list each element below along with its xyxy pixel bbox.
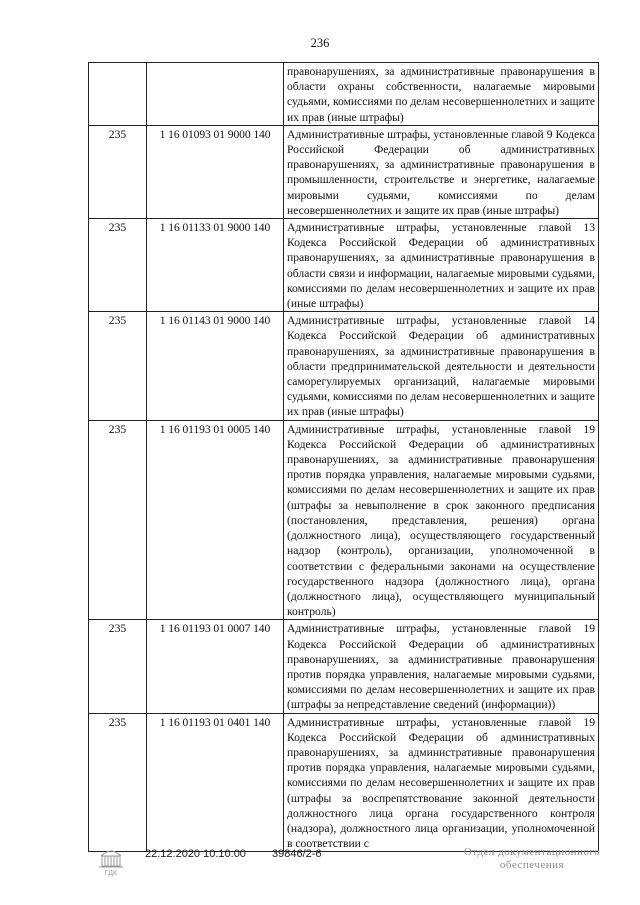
- duma-emblem-icon: [93, 842, 129, 878]
- budget-code-cell: [147, 63, 284, 126]
- page-number: 236: [310, 36, 330, 50]
- budget-code-cell: 1 16 01093 01 9000 140: [147, 125, 284, 218]
- budget-code-cell: 1 16 01193 01 0401 140: [147, 713, 284, 852]
- footer-datetime: 22.12.2020 10:10:00: [145, 848, 246, 860]
- description-cell: Административные штрафы, установленные главой 14 Кодекса Российской Федерации об административных правонарушениях, за административные правонарушения в области предпринимательской деятельности и деятельности саморегулируемых организаций, налагаемые мировыми судьями, комиссиями по делам несовершеннолетних и защите их прав (иные штрафы): [284, 312, 599, 420]
- row-number-cell: 235: [89, 620, 147, 713]
- stamp-line-1: Отдел документационного: [463, 846, 601, 858]
- row-number-cell: 235: [89, 219, 147, 312]
- department-stamp: [452, 846, 612, 872]
- row-number-cell: 235: [89, 713, 147, 852]
- budget-code-cell: 1 16 01133 01 9000 140: [147, 219, 284, 312]
- description-cell: Административные штрафы, установленные главой 19 Кодекса Российской Федерации об административных правонарушениях, за административные правонарушения против порядка управления, налагаемые мировыми судьями, комиссиями по делам несовершеннолетних и защите их прав (штрафы за воспрепятствование законной деятельности должностного лица органа государственного контроля (надзора), должностного лица организации, уполномоченной в соответствии с: [284, 713, 599, 852]
- description-cell: правонарушениях, за административные правонарушения в области охраны собственности, налагаемые мировыми судьями, комиссиями по делам несовершеннолетних и защите их прав (иные штрафы): [284, 63, 599, 126]
- table-row: [89, 219, 599, 312]
- table-row: [89, 620, 599, 713]
- row-number-cell: 235: [89, 420, 147, 620]
- table-row: [89, 125, 599, 218]
- row-number-cell: 235: [89, 125, 147, 218]
- description-cell: Административные штрафы, установленные главой 13 Кодекса Российской Федерации об административных правонарушениях, за административные правонарушения в области связи и информации, налагаемые мировыми судьями, комиссиями по делам несовершеннолетних и защите их прав (иные штрафы): [284, 219, 599, 312]
- budget-code-cell: 1 16 01193 01 0007 140: [147, 620, 284, 713]
- stamp-line-2: обеспечения: [499, 859, 565, 871]
- budget-codes-table: [88, 62, 599, 852]
- description-cell: Административные штрафы, установленные главой 19 Кодекса Российской Федерации об административных правонарушениях, за административные правонарушения против порядка управления, налагаемые мировыми судьями, комиссиями по делам несовершеннолетних и защите их прав (штрафы за непредставление сведений (информации)): [284, 620, 599, 713]
- row-number-cell: 235: [89, 312, 147, 420]
- table-row: [89, 713, 599, 852]
- budget-code-cell: 1 16 01193 01 0005 140: [147, 420, 284, 620]
- budget-code-cell: 1 16 01143 01 9000 140: [147, 312, 284, 420]
- table-body: [89, 63, 599, 852]
- description-cell: Административные штрафы, установленные главой 9 Кодекса Российской Федерации об административных правонарушениях, за административные правонарушения в промышленности, строительстве и энергетике, налагаемые мировыми судьями, комиссиями по делам несовершеннолетних и защите их прав (иные штрафы): [284, 125, 599, 218]
- table-row: [89, 420, 599, 620]
- footer-doc-number: 39846/2-6: [272, 848, 322, 860]
- table-row: [89, 63, 599, 126]
- table-row: [89, 312, 599, 420]
- emblem-text: ГДК: [104, 870, 118, 877]
- description-cell: Административные штрафы, установленные главой 19 Кодекса Российской Федерации об административных правонарушениях, за административные правонарушения против порядка управления, налагаемые мировыми судьями, комиссиями по делам несовершеннолетних и защите их прав (штрафы за невыполнение в срок законного предписания (постановления, представления, решения) органа (должностного лица), осуществляющего государственный надзор (контроль), организации, уполномоченной в соответствии с федеральными законами на осуществление государственного надзора (должностного лица), органа (должностного лица), осуществляющего муниципальный контроль): [284, 420, 599, 620]
- row-number-cell: [89, 63, 147, 126]
